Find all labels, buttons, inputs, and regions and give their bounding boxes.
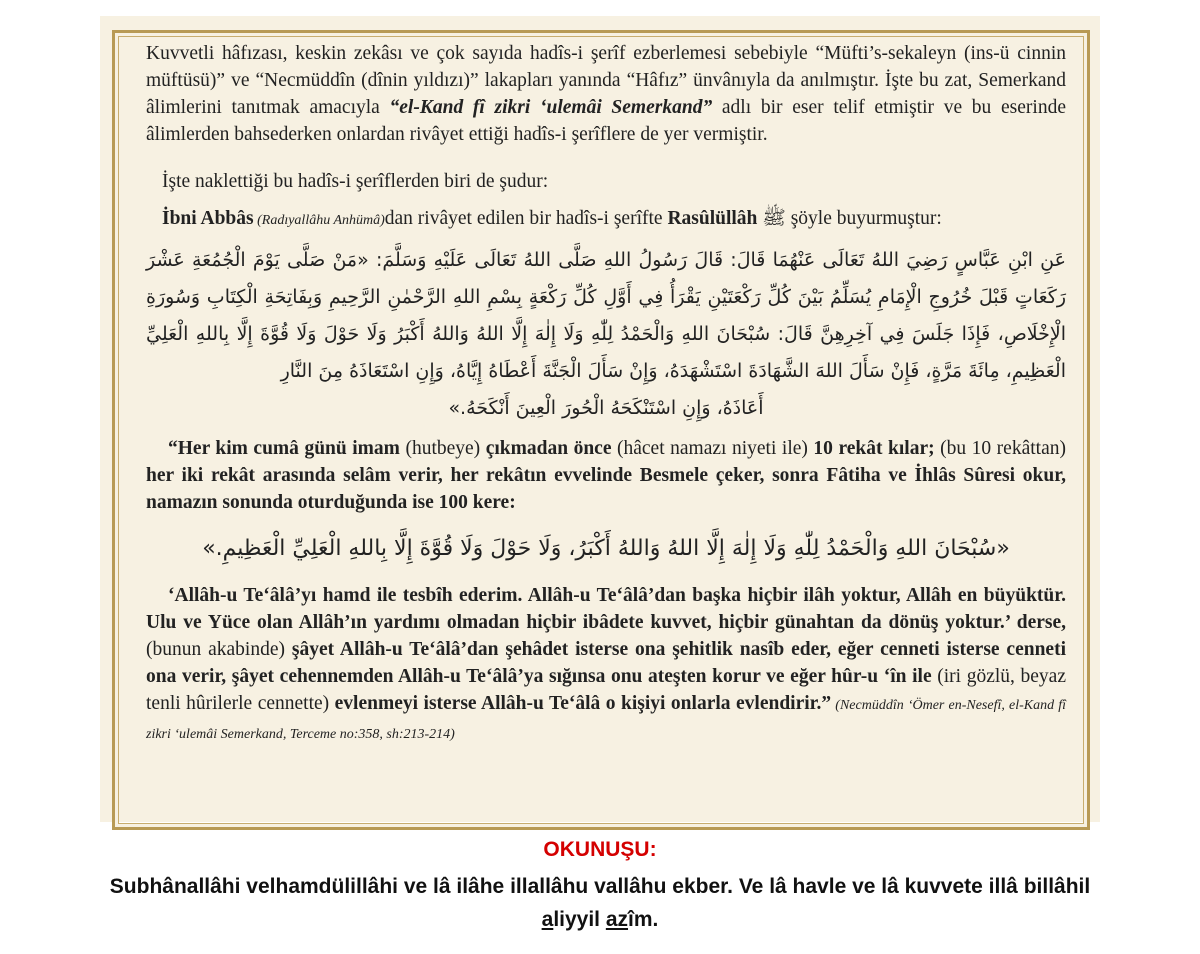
narrator-name: İbni Abbâs	[162, 208, 254, 229]
reading-part-3: îm.	[628, 908, 659, 931]
quote-bold-4: her iki rekât arasında selâm verir, her rekâtın evvelinde Besmele çeker, sonra Fâtiha ve İhlâs Sûresi okur, namazın sonunda oturduğunda ise 100 kere:	[146, 465, 1066, 513]
book-page-scan	[100, 16, 1100, 822]
arabic-hadith-last-line: أَعَاذَهُ، وَإِنِ اسْتَنْكَحَهُ الْحُورَ الْعِينَ أَنْكَحَهُ.»	[448, 397, 764, 419]
translation-normal-1: (bunun akabinde)	[146, 639, 292, 660]
book-title: “el-Kand fî zikri ‘ulemâi Semerkand”	[389, 97, 713, 118]
quote-bold-1: “Her kim cumâ günü imam	[168, 438, 400, 459]
quote-bold-3: 10 rekât kılar;	[813, 438, 935, 459]
reading-underlined-1: a	[541, 908, 554, 931]
arabic-hadith	[146, 242, 1066, 427]
paragraph-narration	[146, 205, 1066, 234]
paragraph-intro	[146, 40, 1066, 148]
intro-text-2: adlı bir eser telif etmiştir ve bu eserinde âlimlerden bahsederken onlardan rivâyet ettiği hadîs-i şerîflere de yer vermiştir.	[146, 97, 1066, 145]
translation-bold-2: şâyet Allâh-u Te‘âlâ’dan şehâdet isterse ona şehitlik nasîb eder, eğer cenneti isterse cenneti ona verir, şâyet cehennemden Allâh-u Te‘âlâ’ya sığınsa onu ateşten korur ve eğer hûr-u ‘în ile	[146, 639, 1067, 687]
quote-normal-1: (hutbeye)	[399, 438, 486, 459]
salawat-glyph: ﷺ	[757, 208, 786, 229]
reading-heading: OKUNUŞU:	[543, 838, 657, 861]
intro-text-1: Kuvvetli hâfızası, keskin zekâsı ve çok sayıda hadîs-i şerîf ezberlemesi sebebiyle “Müfti’s-sekaleyn (ins-ü cinnin müftüsü)” ve “Necmüddîn (dînin yıldızı)” lakapları yanında “Hâfız” ünvânıyla da anılmıştır. İşte bu zat, Semerkand âlimlerini tanıtmak amacıyla	[146, 43, 1066, 118]
narration-text-2: şöyle buyurmuştur:	[785, 208, 942, 229]
narration-text-1: dan rivâyet edilen bir hadîs-i şerîfte	[384, 208, 668, 229]
reading-underlined-2: az	[605, 908, 629, 931]
reading-part-2: liyyil	[553, 908, 606, 931]
arabic-hadith-main: عَنِ ابْنِ عَبَّاسٍ رَضِيَ اللهُ تَعَالَى عَنْهُمَا قَالَ: قَالَ رَسُولُ اللهِ صَلَّى اللهُ تَعَالَى عَلَيْهِ وَسَلَّمَ: «مَنْ صَلَّى يَوْمَ الْجُمُعَةِ عَشْرَ رَكَعَاتٍ قَبْلَ خُرُوجِ الْإِمَامِ يُسَلِّمُ بَيْنَ كُلِّ رَكْعَتَيْنِ يَقْرَأُ فِي أَوَّلِ كُلِّ رَكْعَةٍ بِسْمِ اللهِ الرَّحْمٰنِ الرَّحِيمِ وَبِفَاتِحَةِ الْكِتَابِ وَسُورَةِ الْإِخْلَاصِ، فَإِذَا جَلَسَ فِي آخِرِهِنَّ قَالَ: سُبْحَانَ اللهِ وَالْحَمْدُ لِلّٰهِ وَلَا إِلٰهَ إِلَّا اللهُ وَاللهُ أَكْبَرُ وَلَا حَوْلَ وَلَا قُوَّةَ إِلَّا بِاللهِ الْعَلِيِّ الْعَظِيمِ، مِائَةَ مَرَّةٍ، فَإِنْ سَأَلَ اللهَ الشَّهَادَةَ اسْتَشْهَدَهُ، وَإِنْ سَأَلَ الْجَنَّةَ أَعْطَاهُ إِيَّاهُ، وَإِنِ اسْتَعَاذَهُ مِنَ النَّارِ	[146, 249, 1066, 382]
arabic-tasbih: «سُبْحَانَ اللهِ وَالْحَمْدُ لِلّٰهِ وَلَا إِلٰهَ إِلَّا اللهُ وَاللهُ أَكْبَرُ، وَلَا حَوْلَ وَلَا قُوَّةَ إِلَّا بِاللهِ الْعَلِيِّ الْعَظِيمِ.»	[202, 536, 1010, 561]
paragraph-hadith-meaning	[146, 435, 1066, 516]
reading-part-1: Subhânallâhi velhamdülillâhi ve lâ ilâhe illallâhu vallâhu ekber. Ve lâ havle ve lâ kuvvete illâ billâhil	[109, 875, 1091, 898]
narrator-honorific: (Radıyallâhu Anhümâ)	[253, 213, 385, 228]
quote-bold-2: çıkmadan önce	[485, 438, 612, 459]
citation: (Necmüddîn ‘Ömer en-Nesefî, el-Kand fî zikri ‘ulemâi Semerkand, Terceme no:358, sh:213-214)	[146, 698, 1066, 742]
page-content	[146, 40, 1066, 748]
translation-normal-2: (iri gözlü, beyaz tenli hûrilerle cennette)	[146, 666, 1066, 714]
quote-normal-2: (hâcet namazı niyeti ile)	[611, 438, 814, 459]
paragraph-translation	[146, 582, 1066, 748]
paragraph-transition: İşte naklettiği bu hadîs-i şerîflerden biri de şudur:	[162, 171, 549, 192]
translation-bold-1: ‘Allâh-u Te‘âlâ’yı hamd ile tesbîh ederim. Allâh-u Te‘âlâ’dan başka hiçbir ilâh yoktur, Allâh en büyüktür. Ulu ve Yüce olan Allâh’ın yardımı olmadan hiçbir ibâdete kuvvet, hiçbir günahtan da dönüş yoktur.’ derse,	[146, 585, 1066, 633]
translation-bold-3: evlenmeyi isterse Allâh-u Te‘âlâ o kişiyi onlarla evlendirir.”	[334, 693, 832, 714]
quote-normal-3: (bu 10 rekâttan)	[934, 438, 1066, 459]
prophet-name: Rasûlüllâh	[667, 208, 758, 229]
reading-transliteration	[100, 870, 1100, 936]
